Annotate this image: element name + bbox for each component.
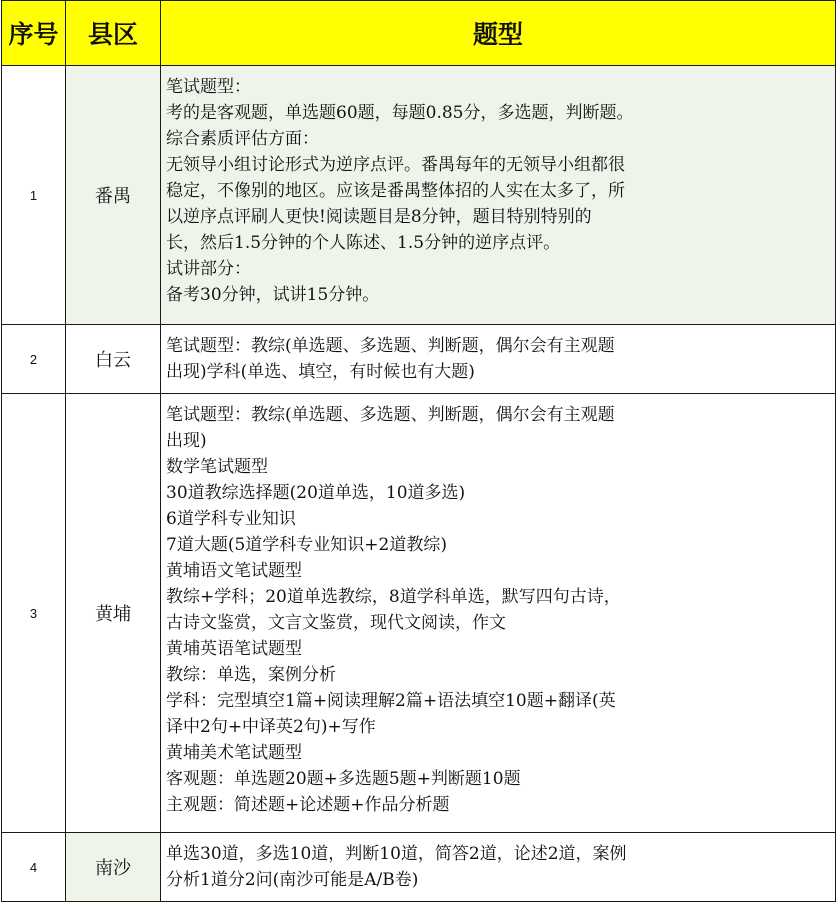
description-line: 客观题：单选题20题+多选题5题+判断题10题 (166, 769, 521, 789)
description-line: 古诗文鉴赏，文言文鉴赏，现代文阅读，作文 (166, 613, 506, 633)
table-row (2, 833, 836, 902)
description-line: 长，然后1.5分钟的个人陈述、1.5分钟的逆序点评。 (166, 233, 561, 253)
description-line: 黄埔美术笔试题型 (166, 743, 302, 763)
exam-description (161, 66, 836, 325)
description-line: 30道教综选择题(20道单选，10道多选) (166, 483, 466, 503)
description-line: 试讲部分： (166, 259, 251, 279)
exam-description (161, 325, 836, 394)
description-line: 主观题：简述题+论述题+作品分析题 (166, 795, 450, 815)
description-line: 无领导小组讨论形式为逆序点评。番禺每年的无领导小组都很 (166, 155, 625, 175)
row-number: 2 (2, 325, 66, 394)
description-line: 综合素质评估方面： (166, 129, 319, 149)
row-number: 1 (2, 66, 66, 325)
description-line: 单选30道，多选10道，判断10道，简答2道，论述2道，案例 (166, 844, 627, 864)
district-name: 白云 (66, 325, 161, 394)
description-line: 7道大题(5道学科专业知识+2道教综) (166, 535, 447, 555)
description-line: 数学笔试题型 (166, 457, 268, 477)
description-line: 出现) (166, 431, 207, 451)
description-line: 6道学科专业知识 (166, 509, 296, 529)
description-line: 稳定，不像别的地区。应该是番禺整体招的人实在太多了，所 (166, 181, 625, 201)
description-line: 分析1道分2问(南沙可能是A/B卷) (166, 870, 419, 890)
description-line: 出现)学科(单选、填空，有时候也有大题) (166, 362, 475, 382)
description-line: 备考30分钟，试讲15分钟。 (166, 285, 380, 305)
header-district: 县区 (66, 1, 161, 66)
header-no: 序号 (2, 1, 66, 66)
description-line: 教综+学科；20道单选教综，8道学科单选，默写四句古诗， (166, 587, 621, 607)
exam-description (161, 394, 836, 833)
row-number: 3 (2, 394, 66, 833)
header-type: 题型 (161, 1, 836, 66)
description-line: 译中2句+中译英2句)+写作 (166, 717, 376, 737)
description-line: 笔试题型： (166, 77, 251, 97)
description-line: 学科：完型填空1篇+阅读理解2篇+语法填空10题+翻译(英 (166, 691, 616, 711)
exam-description (161, 833, 836, 902)
exam-type-table (1, 0, 836, 902)
description-line: 考的是客观题，单选题60题，每题0.85分，多选题，判断题。 (166, 103, 634, 123)
description-line: 笔试题型：教综(单选题、多选题、判断题，偶尔会有主观题 (166, 336, 615, 356)
row-number: 4 (2, 833, 66, 902)
description-line: 教综：单选，案例分析 (166, 665, 336, 685)
description-line: 笔试题型：教综(单选题、多选题、判断题，偶尔会有主观题 (166, 405, 615, 425)
description-line: 黄埔英语笔试题型 (166, 639, 302, 659)
district-name: 黄埔 (66, 394, 161, 833)
table-row (2, 394, 836, 833)
table-row (2, 325, 836, 394)
header-row (2, 1, 836, 66)
district-name: 番禺 (66, 66, 161, 325)
description-line: 黄埔语文笔试题型 (166, 561, 302, 581)
table-row (2, 66, 836, 325)
district-name: 南沙 (66, 833, 161, 902)
description-line: 以逆序点评刷人更快!阅读题目是8分钟，题目特别特别的 (166, 207, 592, 227)
